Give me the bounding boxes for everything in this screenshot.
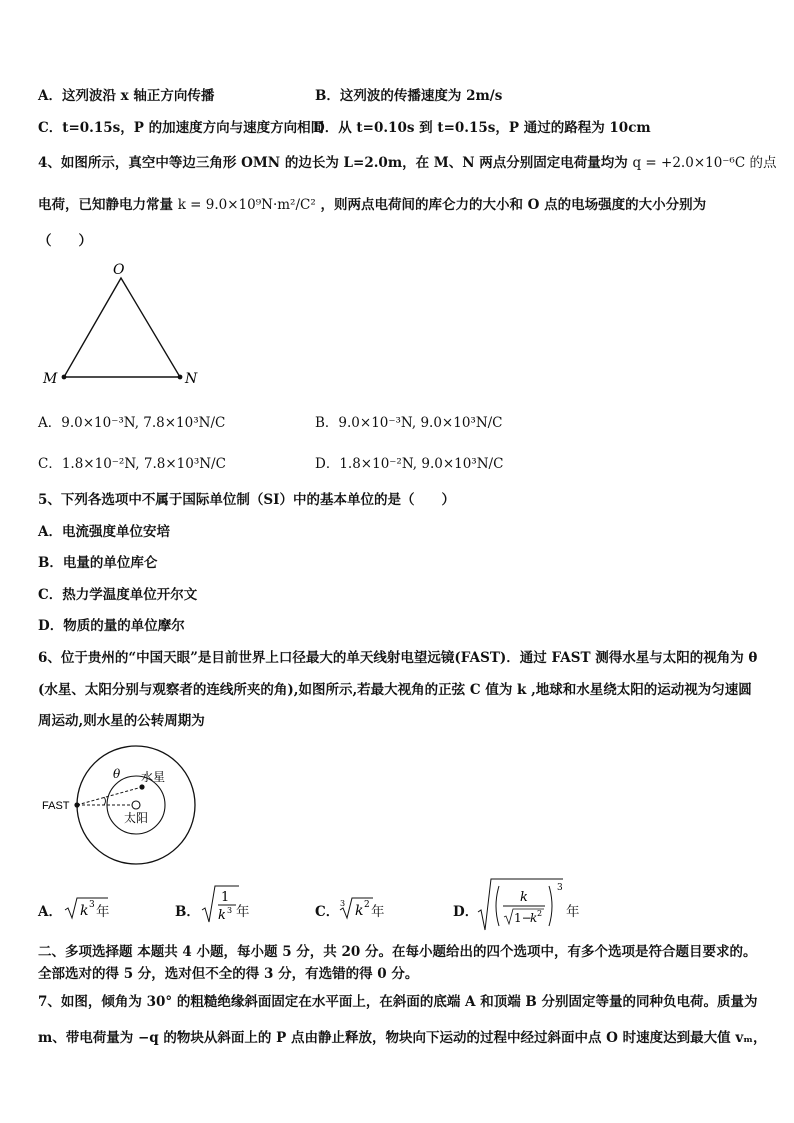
q6-option-d-unit: 年 bbox=[566, 904, 580, 920]
svg-text:1−: 1− bbox=[514, 911, 532, 925]
svg-text:k: k bbox=[80, 903, 89, 919]
q4-stem-text: 4、如图所示，真空中等边三角形 OMN 的边长为 L=2.0m，在 M、N 两点分别固定电荷量均为 bbox=[38, 155, 628, 171]
q5-option-c: C．热力学温度单位开尔文 bbox=[38, 587, 198, 603]
q6-label-mercury: 水星 bbox=[141, 770, 166, 784]
svg-text:k: k bbox=[218, 908, 226, 923]
q6-line3: 周运动,则水星的公转周期为 bbox=[38, 713, 205, 729]
prev-option-c: C．t=0.15s，P 的加速度方向与速度方向相同 bbox=[38, 120, 325, 136]
q6-option-d-label: D． bbox=[453, 904, 479, 920]
q6-option-b-formula bbox=[201, 884, 241, 926]
q7-line1: 7、如图，倾角为 30° 的粗糙绝缘斜面固定在水平面上，在斜面的底端 A 和顶端 B 分别固定等量的同种负电荷。质量为 bbox=[38, 994, 758, 1010]
prev-option-d: D．从 t=0.10s 到 t=0.15s，P 通过的路程为 10cm bbox=[313, 120, 651, 136]
q4-stem-line2-text: 电荷，已知静电力常量 bbox=[38, 197, 173, 213]
q4-option-c: C．1.8×10⁻²N, 7.8×10³N/C bbox=[38, 456, 226, 472]
q4-bracket: （ ） bbox=[38, 233, 92, 249]
q6-label-fast: FAST bbox=[42, 800, 70, 812]
q6-orbit-figure bbox=[38, 745, 208, 870]
q5-option-a: A．电流强度单位安培 bbox=[38, 524, 170, 540]
q4-stem-line1 bbox=[38, 151, 776, 171]
svg-text:k: k bbox=[520, 890, 528, 905]
svg-text:k: k bbox=[530, 911, 538, 925]
q4-triangle-figure bbox=[40, 258, 210, 388]
section2-line2: 全部选对的得 5 分，选对但不全的得 3 分，有选错的得 0 分。 bbox=[38, 966, 419, 982]
q4-charge: q = +2.0×10⁻⁶C 的点 bbox=[632, 155, 777, 171]
q5-option-b: B．电量的单位库仑 bbox=[38, 555, 158, 571]
svg-text:1: 1 bbox=[221, 890, 230, 905]
q4-stem-line2 bbox=[38, 193, 706, 213]
q6-option-a-label: A． bbox=[38, 904, 62, 920]
q6-option-b-unit: 年 bbox=[236, 904, 250, 920]
q4-option-b: B．9.0×10⁻³N, 9.0×10³N/C bbox=[315, 415, 503, 431]
q6-label-sun: 太阳 bbox=[124, 811, 149, 825]
q6-option-b-label: B． bbox=[175, 904, 200, 920]
q4-label-n: N bbox=[185, 371, 198, 387]
q4-label-o: O bbox=[113, 262, 125, 278]
prev-option-a: A．这列波沿 x 轴正方向传播 bbox=[38, 88, 215, 104]
svg-text:2: 2 bbox=[537, 909, 543, 918]
q4-label-m: M bbox=[43, 371, 58, 387]
q4-option-a: A．9.0×10⁻³N, 7.8×10³N/C bbox=[38, 415, 226, 431]
q7-line2: m、带电荷量为 −q 的物块从斜面上的 P 点由静止释放，物块向下运动的过程中经过斜面中点 O 时速度达到最大值 vₘ， bbox=[38, 1030, 767, 1046]
q6-line2: (水星、太阳分别与观察者的连线所夹的角),如图所示,若最大视角的正弦 C 值为 k ,地球和水星绕太阳的运动视为匀速圆 bbox=[38, 682, 752, 698]
q6-option-c-unit: 年 bbox=[371, 904, 385, 920]
q6-label-theta: θ bbox=[113, 767, 121, 781]
q4-constant: k = 9.0×10⁹N·m²/C² bbox=[177, 197, 316, 213]
svg-text:3: 3 bbox=[557, 883, 563, 893]
q6-line1: 6、位于贵州的“中国天眼”是目前世界上口径最大的单天线射电望远镜(FAST)．通过 FAST 测得水星与太阳的视角为 θ bbox=[38, 650, 758, 666]
svg-text:3: 3 bbox=[89, 900, 95, 910]
svg-text:2: 2 bbox=[364, 900, 370, 910]
q5-option-d: D．物质的量的单位摩尔 bbox=[38, 618, 185, 634]
q4-stem-line2-end: ，则两点电荷间的库仑力的大小和 O 点的电场强度的大小分别为 bbox=[320, 197, 707, 213]
prev-option-b: B．这列波的传播速度为 2m/s bbox=[315, 88, 503, 104]
q4-option-d: D．1.8×10⁻²N, 9.0×10³N/C bbox=[315, 456, 504, 472]
svg-text:k: k bbox=[355, 903, 364, 919]
section2-line1: 二、多项选择题 本题共 4 小题，每小题 5 分，共 20 分。在每小题给出的四个选项中，有多个选项是符合题目要求的。 bbox=[38, 944, 757, 960]
q6-option-d-formula bbox=[477, 876, 569, 932]
q5-stem: 5、下列各选项中不属于国际单位制（SI）中的基本单位的是（ ） bbox=[38, 492, 455, 508]
q6-option-a-unit: 年 bbox=[96, 904, 110, 920]
svg-text:3: 3 bbox=[227, 906, 233, 915]
q6-option-c-label: C． bbox=[315, 904, 340, 920]
svg-text:3: 3 bbox=[340, 899, 346, 908]
